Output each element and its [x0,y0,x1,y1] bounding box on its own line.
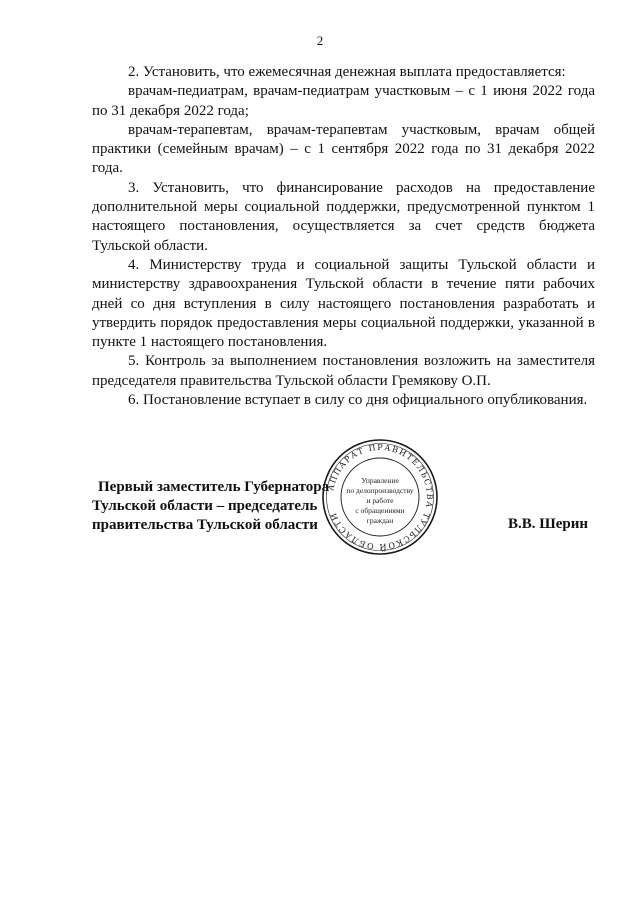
stamp-center-line: по делопроизводству [346,486,414,495]
paragraph-2-therapists: врачам-терапевтам, врачам-терапевтам участковым, врачам общей практики (семейным врачам) – с 1 сентября 2022 года по 31 декабря 2022 года. [92,121,595,177]
stamp-center-line: и работе [366,496,394,505]
page-number: 2 [316,33,324,48]
signatory-position-line: правительства Тульской области [92,517,318,533]
signatory-position-line: Первый заместитель Губернатора [98,479,330,495]
signatory-name: В.В. Шерин [508,516,589,532]
stamp-center-line: граждан [366,516,394,525]
paragraph-3: 3. Установить, что финансирование расходов на предоставление дополнительной меры социальной поддержки, предусмотренной пунктом 1 настоящего постановления, осуществляется за счет средств бюджета Тульской области. [92,179,595,254]
paragraph-6: 6. Постановление вступает в силу со дня официального опубликования. [128,392,588,409]
document-body [92,63,595,410]
paragraph-2-pediatricians: врачам-педиатрам, врачам-педиатрам участковым – с 1 июня 2022 года по 31 декабря 2022 года; [92,83,595,119]
signatory-position-line: Тульской области – председатель [92,498,318,514]
stamp-center-line: с обращениями [355,506,405,515]
stamp-center-text [321,476,439,526]
paragraph-5: 5. Контроль за выполнением постановления возложить на заместителя председателя правительства Тульской области Гремякову О.П. [92,353,595,389]
paragraph-2: 2. Установить, что ежемесячная денежная выплата предоставляется: [128,64,566,80]
signatory-position [92,478,329,535]
paragraph-4: 4. Министерству труда и социальной защиты Тульской области и министерству здравоохранения Тульской области в течение пяти рабочих дней со дня вступления в силу настоящего постановления разработать и утвердить порядок предоставления меры социальной поддержки, указанной в пункте 1 настоящего постановления. [92,256,595,351]
official-stamp [321,438,439,556]
svg-text:АППАРАТ ПРАВИТЕЛЬСТВА ТУЛЬСКОЙ: АППАРАТ ПРАВИТЕЛЬСТВА ТУЛЬСКОЙ ОБЛАСТИ [326,442,435,552]
stamp-center-line: Управление [361,476,399,485]
